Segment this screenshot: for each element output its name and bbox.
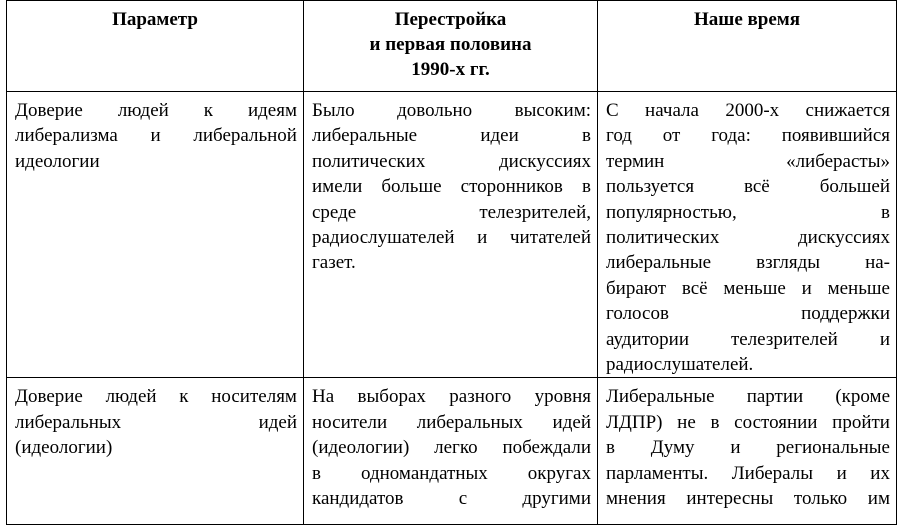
text-line: аудитории телезрителей и (606, 328, 890, 350)
cell-param-text (15, 384, 297, 460)
text-line: радиослушателей и читателей (312, 227, 591, 249)
table-row (7, 378, 897, 525)
table-row (7, 92, 897, 378)
text-line: пользуется всё большей (606, 176, 890, 198)
text-line: год от года: появившийся (606, 125, 890, 147)
text-line: С начала 2000-х снижается (606, 100, 890, 121)
text-line: ЛДПР) не в состоянии пройти (606, 411, 890, 433)
text-line: мнения интересны только им (606, 488, 890, 510)
text-line: идеологии (15, 150, 100, 172)
cell-param (7, 378, 304, 525)
text-line: газет. (312, 252, 356, 274)
text-line: Было довольно высоким: (312, 100, 591, 121)
comparison-table (6, 0, 897, 525)
text-line: либеральные взгляды на- (606, 252, 890, 274)
cell-our-time (598, 378, 897, 525)
header-perestroika (304, 1, 598, 92)
cell-our-time-text (606, 384, 890, 511)
text-line: либеральные идеи в (312, 125, 591, 147)
text-line: носители либеральных идей (312, 411, 591, 433)
cell-our-time-text (606, 98, 890, 377)
header-param (7, 1, 304, 92)
text-line: Доверие людей к носителям (15, 386, 297, 408)
text-line: политических дискуссиях (312, 150, 591, 172)
cell-param-text (15, 98, 297, 174)
cell-perestroika-text (312, 384, 591, 511)
text-line: популярностью, в (606, 201, 890, 223)
text-line: радиослушателей. (606, 354, 754, 376)
text-line: Доверие людей к идеям (15, 100, 297, 121)
text-line: Либеральные партии (кроме (606, 386, 890, 408)
text-line: (идеологии) легко побеждали (312, 437, 591, 459)
cell-perestroika (304, 92, 598, 378)
text-line: голосов поддержки (606, 303, 890, 325)
header-our-time-label: Наше время (694, 9, 800, 30)
text-line: в Думу и региональные (606, 437, 890, 459)
text-line: (идеологии) (15, 437, 113, 459)
text-line: имели больше сторонников в (312, 176, 591, 198)
cell-perestroika (304, 378, 598, 525)
header-perestroika-line2: и первая половина (369, 34, 532, 55)
text-line: парламенты. Либералы и их (606, 462, 890, 484)
header-param-label: Параметр (112, 9, 198, 30)
text-line: в одномандатных округах (312, 462, 591, 484)
text-line: термин «либерасты» (606, 150, 890, 172)
cell-param (7, 92, 304, 378)
header-perestroika-line1: Перестройка (394, 9, 507, 30)
text-line: бирают всё меньше и меньше (606, 277, 890, 299)
text-line: кандидатов с другими (312, 488, 591, 510)
text-line: среде телезрителей, (312, 201, 591, 223)
header-row (7, 1, 897, 92)
header-our-time (598, 1, 897, 92)
text-line: либеральных идей (15, 411, 297, 433)
cell-our-time (598, 92, 897, 378)
header-perestroika-line3: 1990-х гг. (411, 59, 490, 80)
text-line: На выборах разного уровня (312, 386, 591, 408)
text-line: политических дискуссиях (606, 227, 890, 249)
cell-perestroika-text (312, 98, 591, 276)
text-line: либерализма и либеральной (15, 125, 297, 147)
